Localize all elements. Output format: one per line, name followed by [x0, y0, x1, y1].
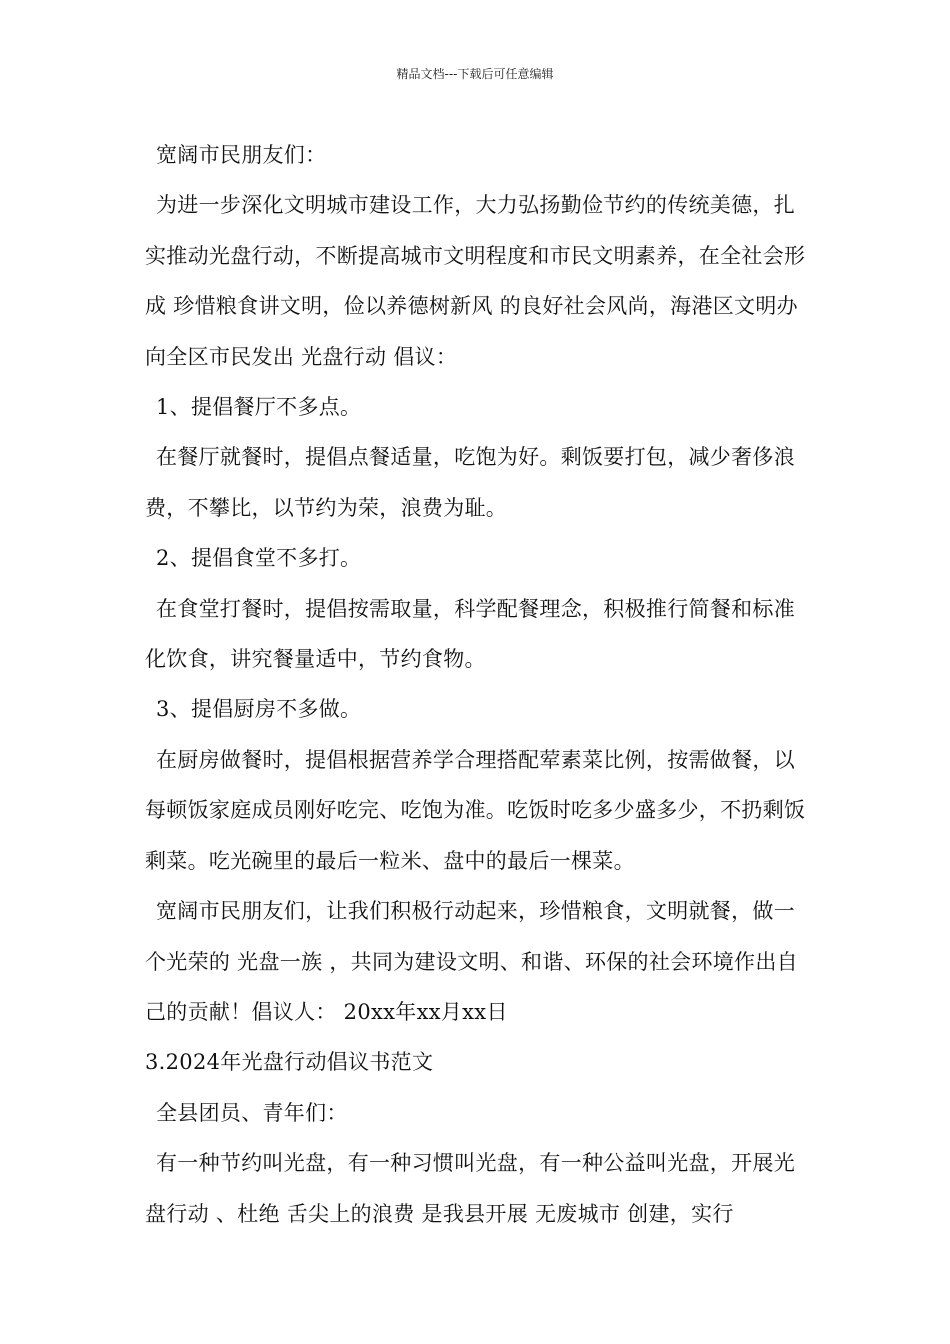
paragraph-3: 在厨房做餐时，提倡根据营养学合理搭配荤素菜比例，按需做餐，以每顿饭家庭成员刚好吃完、吃饱为准。吃饭时吃多少盛多少，不扔剩饭剩菜。吃光碗里的最后一粒米、盘中的最后一棵菜。 — [145, 747, 806, 873]
section-heading-3: 3、提倡厨房不多做。 — [156, 697, 362, 722]
document-title-2024: 3.2024年光盘行动倡议书范文 — [145, 1050, 434, 1075]
paragraph-1: 在餐厅就餐时，提倡点餐适量，吃饱为好。剩饭要打包，减少奢侈浪费，不攀比，以节约为荣，浪费为耻。 — [145, 445, 795, 520]
page-header: 精品文档---下载后可任意编辑 — [396, 67, 554, 81]
paragraph-2: 在食堂打餐时，提倡按需取量，科学配餐理念，积极推行简餐和标准化饮食，讲究餐量适中，节约食物。 — [145, 596, 795, 672]
section-heading-1: 1、提倡餐厅不多点。 — [156, 395, 362, 420]
document-body — [145, 130, 813, 1239]
section-heading-2: 2、提倡食堂不多打。 — [156, 546, 362, 571]
salutation-2: 全县团员、青年们： — [156, 1100, 348, 1125]
salutation: 宽阔市民朋友们： — [156, 143, 327, 167]
paragraph-closing: 宽阔市民朋友们，让我们积极行动起来，珍惜粮食，文明就餐，做一个光荣的 光盘一族 ，共同为建设文明、和谐、环保的社会环境作出自己的贡献！倡议人： 20xx年xx月xx日 — [145, 899, 798, 1024]
paragraph-4: 有一种节约叫光盘，有一种习惯叫光盘，有一种公益叫光盘，开展光盘行动 、杜绝 舌尖上的浪费 是我县开展 无废城市 创建，实行 — [145, 1151, 795, 1226]
paragraph-intro: 为进一步深化文明城市建设工作，大力弘扬勤俭节约的传统美德，扎实推动光盘行动，不断提高城市文明程度和市民文明素养，在全社会形成 珍惜粮食讲文明，俭以养德树新风 的良好社会风尚，海港区文明办向全区市民发出 光盘行动 倡议： — [145, 193, 806, 369]
